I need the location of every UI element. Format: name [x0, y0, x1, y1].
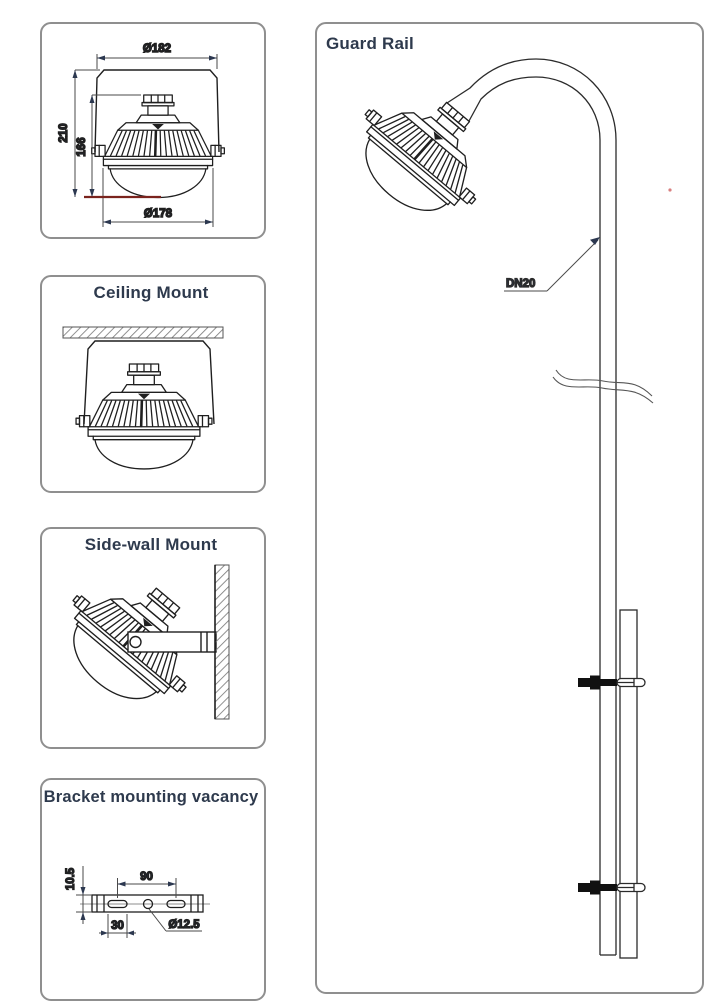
sidewall-mount-title: Side-wall Mount [84, 535, 218, 554]
panel-guard-rail [315, 22, 704, 994]
dim-hole-diameter: Ø12.5 [168, 919, 200, 931]
dim-edge-offset: 10.5 [65, 867, 77, 891]
bracket-vacancy-title: Bracket mounting vacancy [43, 788, 259, 806]
ceiling-mount-title: Ceiling Mount [93, 283, 209, 302]
dim-body-height: 166 [76, 137, 88, 157]
panel-dimensions-view [40, 22, 266, 239]
dim-bottom-diameter: Ø178 [143, 208, 173, 220]
panel-ceiling-mount [40, 275, 266, 493]
dim-hole-span: 90 [140, 871, 153, 883]
panel-bracket-vacancy [40, 778, 266, 1001]
dim-slot-length: 30 [111, 920, 124, 932]
guard-rail-title: Guard Rail [326, 34, 414, 53]
dim-top-diameter: Ø182 [142, 43, 172, 55]
dim-overall-height: 210 [58, 123, 70, 143]
panel-sidewall-mount [40, 527, 266, 749]
pipe-size-label: DN20 [506, 278, 536, 290]
